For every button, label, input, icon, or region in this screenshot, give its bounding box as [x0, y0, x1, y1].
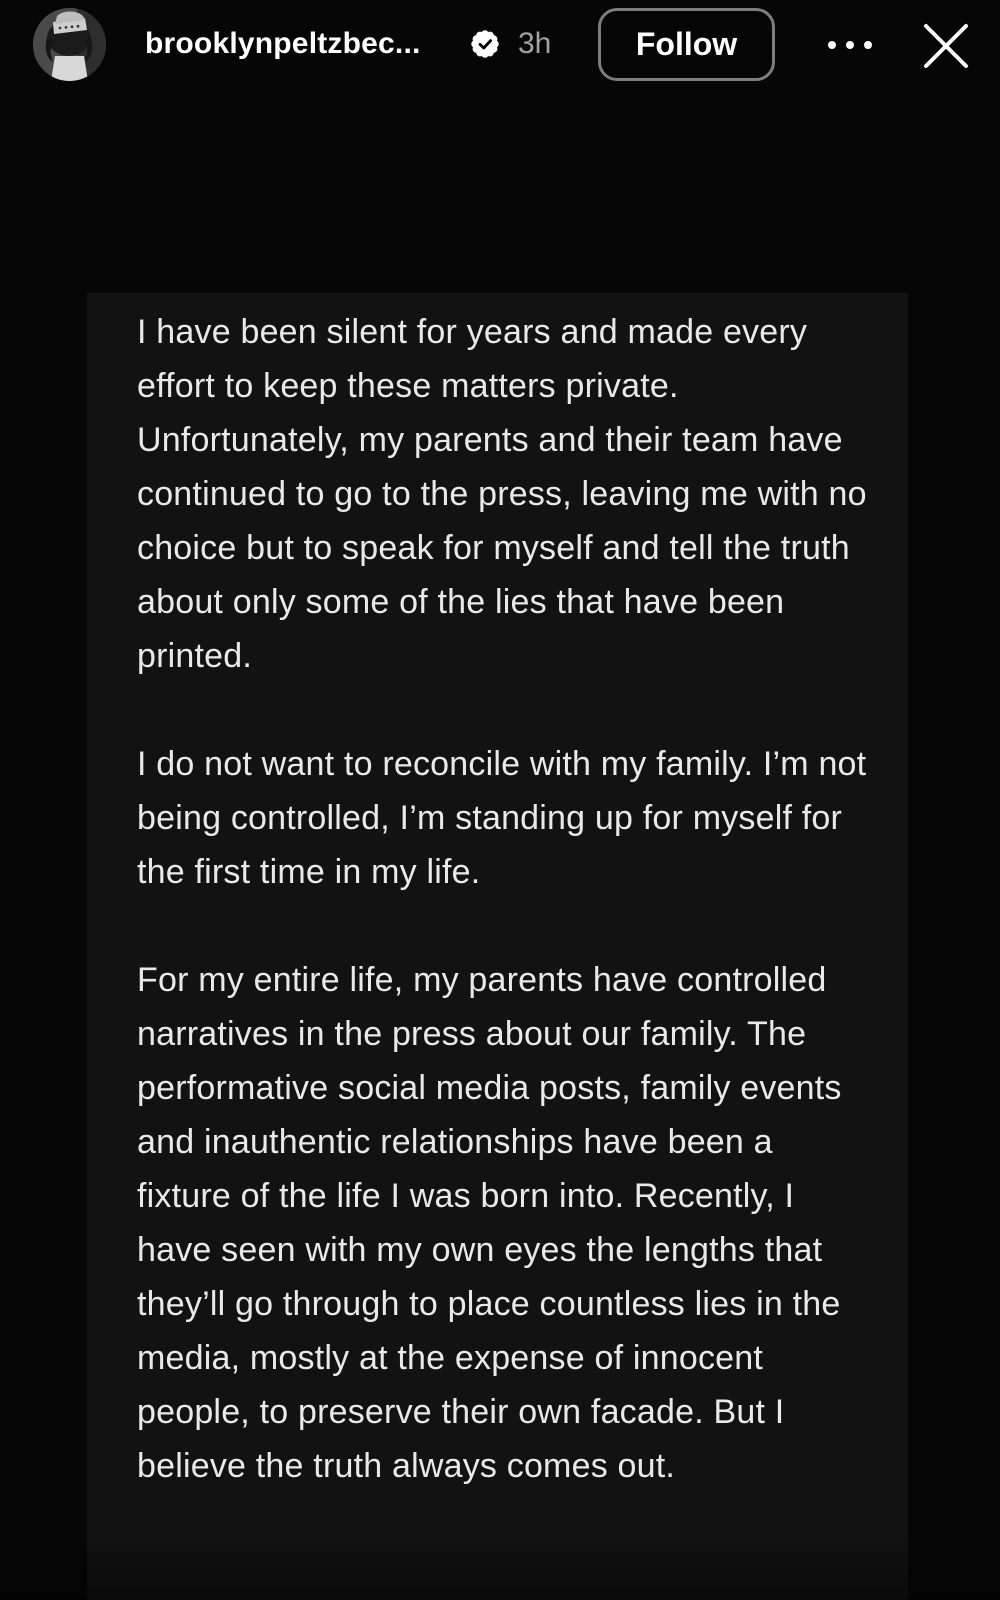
story-timestamp: 3h	[518, 27, 552, 60]
story-paragraph-3: For my entire life, my parents have controlled narratives in the press about our family. The performative social media posts, family events and inauthentic relationships have been a fixture of the life I was born into. Recently, I have seen with my own eyes the lengths that they’ll go through to place countless lies in the media, mostly at the expense of innocent people, to preserve their own facade. But I believe the truth always comes out.	[137, 961, 842, 1485]
story-header	[0, 0, 1000, 96]
story-paragraph-2: I do not want to reconcile with my family. I’m not being controlled, I’m standing up for myself for the first time in my life.	[137, 745, 867, 891]
story-paragraph-1: I have been silent for years and made every effort to keep these matters private. Unfortunately, my parents and their team have continued to go to the press, leaving me with no choice but to speak for myself and tell the truth about only some of the lies that have been printed.	[137, 313, 867, 675]
close-icon	[918, 18, 974, 74]
follow-button[interactable]: Follow	[598, 8, 775, 81]
story-text-card	[87, 293, 908, 1600]
avatar[interactable]	[33, 8, 106, 81]
verified-badge-icon	[470, 29, 500, 59]
more-options-button[interactable]	[820, 30, 880, 60]
close-button[interactable]	[918, 18, 974, 74]
username[interactable]: brooklynpeltzbec...	[145, 27, 421, 60]
avatar-image	[33, 8, 106, 81]
more-dots-icon	[846, 41, 854, 49]
more-dots-icon	[828, 41, 836, 49]
more-dots-icon	[864, 41, 872, 49]
